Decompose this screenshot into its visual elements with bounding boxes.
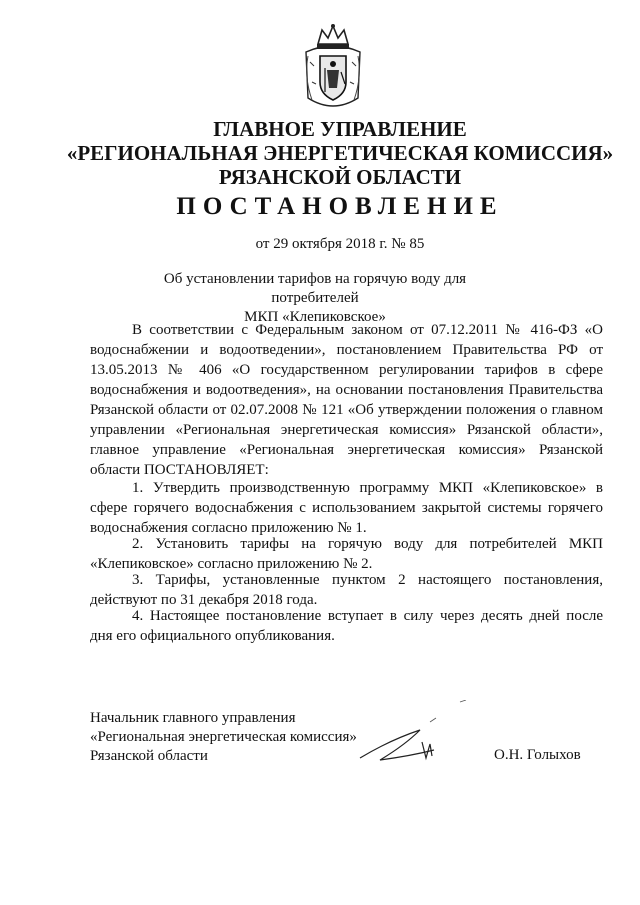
resolution-item-1: 1. Утвердить производственную программу МКП «Клепиковское» в сфере горячего водоснабжения с использованием закрытой системы горячего водоснабжения согласно приложению № 1. <box>90 480 603 536</box>
document-date: от 29 октября 2018 г. № 85 <box>255 236 425 252</box>
resolution-item-3: 3. Тарифы, установленные пунктом 2 настоящего постановления, действуют по 31 декабря 2018 года. <box>90 572 603 608</box>
document-subject <box>130 270 500 327</box>
coat-of-arms-icon <box>300 22 366 110</box>
signatory-title <box>90 709 390 766</box>
resolution-item-2: 2. Установить тарифы на горячую воду для потребителей МКП «Клепиковское» согласно приложению № 2. <box>90 536 603 572</box>
preamble-paragraph: В соответствии с Федеральным законом от 07.12.2011 № 416-ФЗ «О водоснабжении и водоотведении», постановлением Правительства РФ от 13.05.2013 № 406 «О государственном регулировании тарифов в сфере водоснабжения и водоотведения», на основании постановления Правительства Рязанской области от 02.07.2008 № 121 «Об утверждении положения о главном управлении «Региональная энергетическая комиссия» Рязанской области», главное управление «Региональная энергетическая комиссия» Рязанской области ПОСТАНОВЛЯЕТ: <box>90 322 603 478</box>
subject-line2: МКП «Клепиковское» <box>244 309 386 325</box>
org-name-line2: «РЕГИОНАЛЬНАЯ ЭНЕРГЕТИЧЕСКАЯ КОМИССИЯ» <box>66 141 614 165</box>
signatory-title-line3: Рязанской области <box>90 748 208 764</box>
org-name-line1: ГЛАВНОЕ УПРАВЛЕНИЕ <box>213 117 467 141</box>
org-name-line3: РЯЗАНСКОЙ ОБЛАСТИ <box>218 165 462 189</box>
document-type-title: ПОСТАНОВЛЕНИЕ <box>176 193 504 220</box>
signatory-title-line2: «Региональная энергетическая комиссия» <box>90 729 357 745</box>
subject-line1: Об установлении тарифов на горячую воду для потребителей <box>163 271 467 306</box>
signatory-name: О.Н. Голыхов <box>494 747 581 763</box>
resolution-item-4: 4. Настоящее постановление вступает в силу через десять дней после дня его официального опубликования. <box>90 608 603 644</box>
signatory-title-line1: Начальник главного управления <box>90 710 296 726</box>
handwritten-signature-icon <box>350 700 500 780</box>
